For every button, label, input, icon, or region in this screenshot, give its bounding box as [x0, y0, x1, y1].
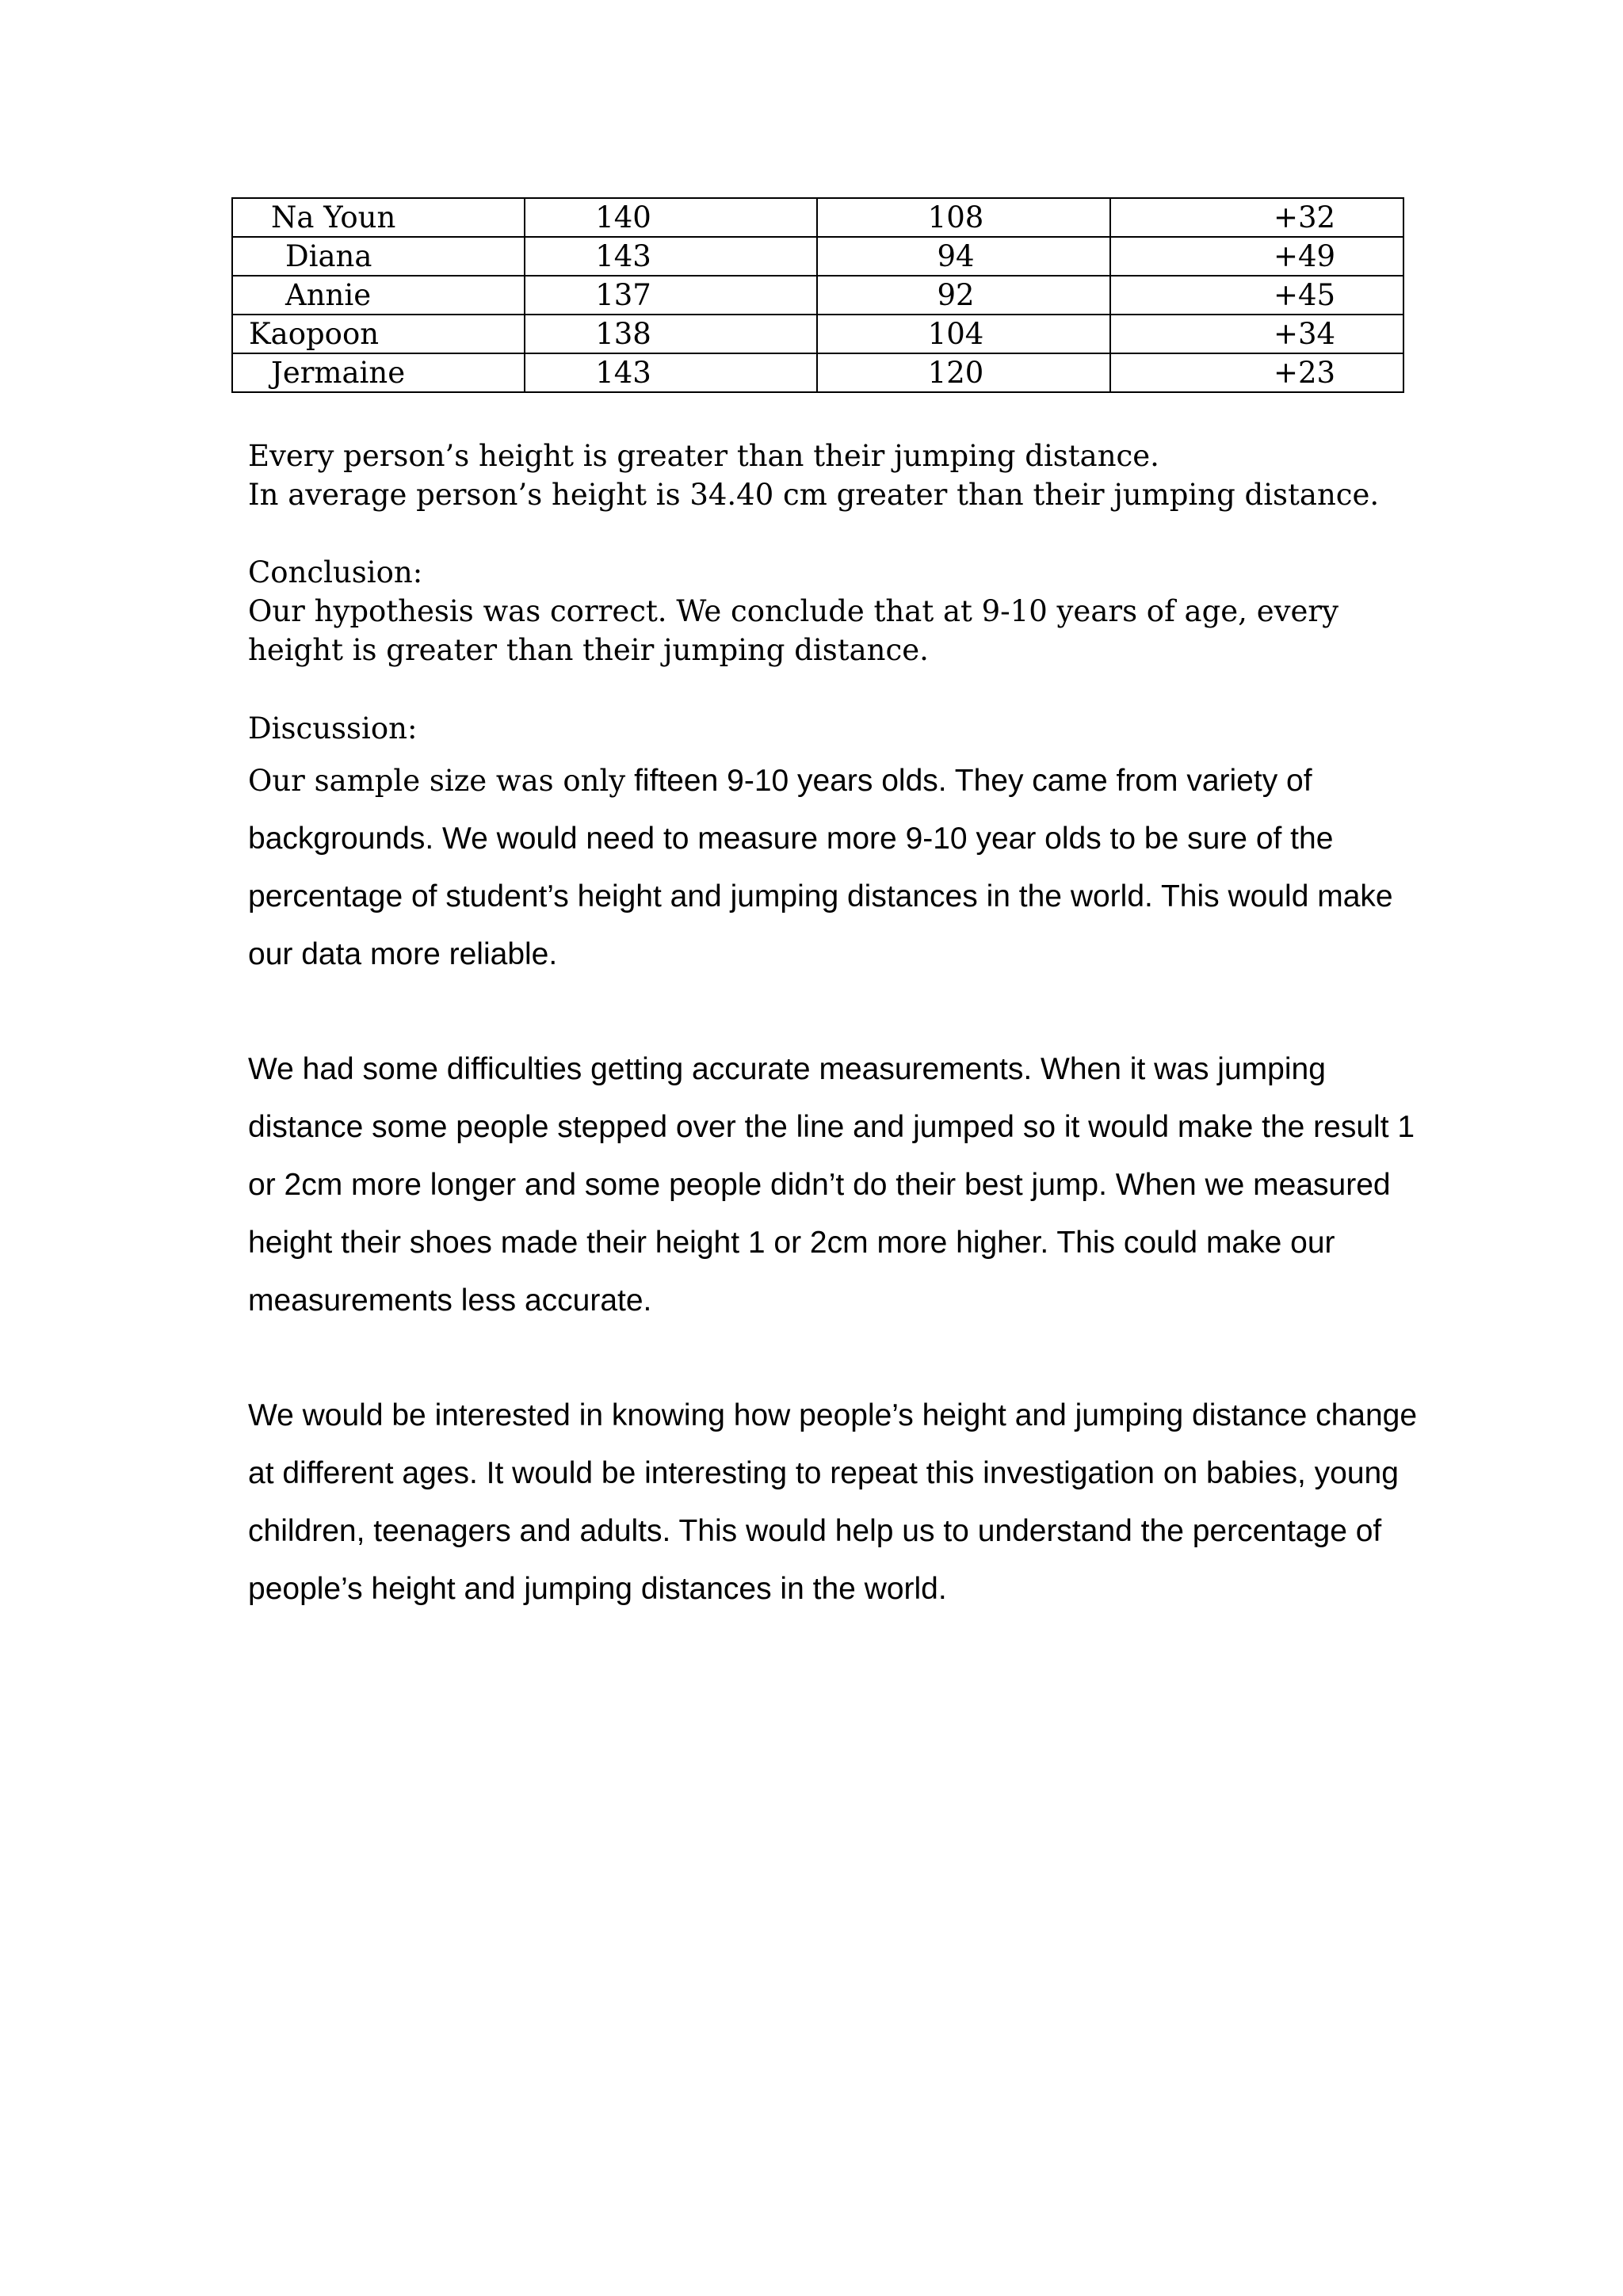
jump-value: 104 — [817, 315, 1110, 353]
difference-value: +49 — [1110, 237, 1403, 276]
observation-line: In average person’s height is 34.40 cm greater than their jumping distance. — [248, 478, 1380, 512]
table-row — [232, 276, 1403, 315]
paragraph-text — [248, 752, 1421, 983]
paragraph-lead: Our sample size was only — [248, 764, 626, 798]
difference-value: +23 — [1110, 353, 1403, 392]
paragraph-text: We would be interested in knowing how people’s height and jumping distance change at different ages. It would be interesting to repeat this investigation on babies, young children, teenagers and adults. This would help us to understand the percentage of people’s height and jumping distances in the world. — [248, 1398, 1418, 1606]
student-name: Na Youn — [232, 198, 525, 237]
paragraph-rest: fifteen 9-10 years olds. They came from variety of backgrounds. We would need to measure more 9-10 year olds to be sure of the percentage of student’s height and jumping distances in the world. This would make our data more reliable. — [248, 764, 1393, 971]
difference-value: +34 — [1110, 315, 1403, 353]
height-value: 137 — [525, 276, 817, 315]
observations-block — [248, 437, 1405, 514]
height-value: 143 — [525, 237, 817, 276]
conclusion-block — [248, 553, 1405, 669]
observation-line: Every person’s height is greater than their jumping distance. — [248, 439, 1159, 473]
measurements-table — [231, 197, 1404, 393]
jump-value: 92 — [817, 276, 1110, 315]
discussion-paragraph — [248, 1386, 1421, 1618]
table-row — [232, 198, 1403, 237]
discussion-paragraph — [248, 1040, 1421, 1329]
student-name: Kaopoon — [232, 315, 525, 353]
table-row — [232, 237, 1403, 276]
difference-value: +45 — [1110, 276, 1403, 315]
paragraph-text: We had some difficulties getting accurate measurements. When it was jumping distance some people stepped over the line and jumped so it would make the result 1 or 2cm more longer and some people didn’t do their best jump. When we measured height their shoes made their height 1 or 2cm more higher. This could make our measurements less accurate. — [248, 1052, 1415, 1318]
height-value: 138 — [525, 315, 817, 353]
student-name: Annie — [232, 276, 525, 315]
jump-value: 120 — [817, 353, 1110, 392]
difference-value: +32 — [1110, 198, 1403, 237]
conclusion-text: Our hypothesis was correct. We conclude that at 9-10 years of age, every height is greater than their jumping distance. — [248, 594, 1338, 667]
student-name: Diana — [232, 237, 525, 276]
jump-value: 108 — [817, 198, 1110, 237]
jump-value: 94 — [817, 237, 1110, 276]
discussion-heading: Discussion: — [248, 711, 418, 746]
table-row — [232, 315, 1403, 353]
conclusion-heading: Conclusion: — [248, 555, 423, 589]
height-value: 140 — [525, 198, 817, 237]
table-row — [232, 353, 1403, 392]
height-value: 143 — [525, 353, 817, 392]
discussion-paragraph — [248, 752, 1421, 983]
discussion-heading-block — [248, 709, 1405, 748]
student-name: Jermaine — [232, 353, 525, 392]
